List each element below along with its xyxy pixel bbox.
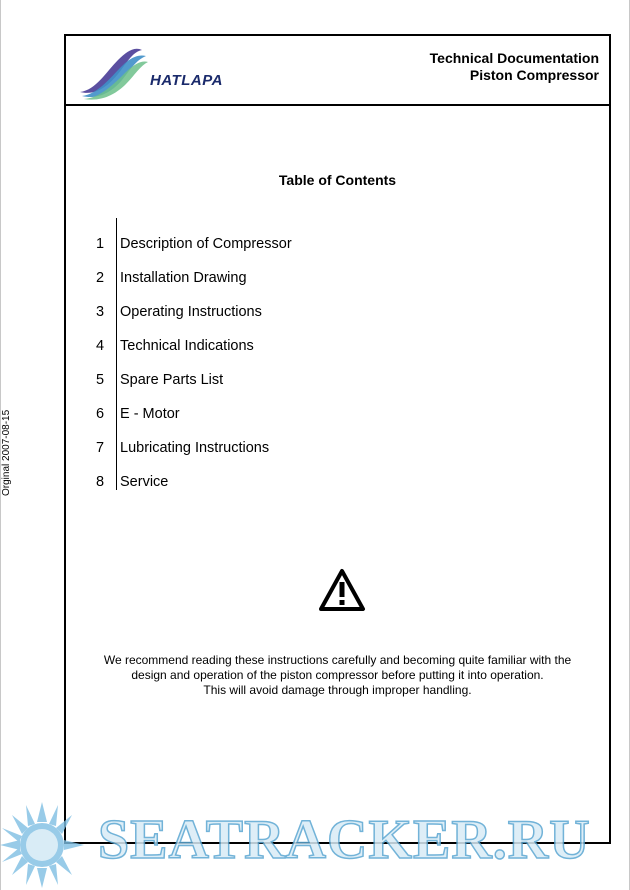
- toc-item-label: Technical Indications: [120, 338, 254, 354]
- toc-item: [86, 252, 486, 286]
- toc-item-number: 4: [96, 338, 105, 354]
- warning-triangle-icon: [318, 568, 366, 612]
- document-header: [66, 36, 609, 106]
- toc-item-number: 2: [96, 270, 105, 286]
- hatlapa-logo: [76, 42, 236, 100]
- title-line-1: Technical Documentation: [429, 50, 599, 66]
- toc-item: [86, 354, 486, 388]
- toc-item-number: 3: [96, 304, 105, 320]
- toc-item: [86, 218, 486, 252]
- toc-item-label: Spare Parts List: [120, 372, 224, 388]
- toc-heading: Table of Contents: [278, 172, 397, 188]
- toc-item: [86, 320, 486, 354]
- toc-item-number: 7: [96, 440, 105, 456]
- toc-item-label: Lubricating Instructions: [120, 440, 270, 456]
- toc-item-label: Service: [120, 474, 169, 490]
- toc-item-label: Installation Drawing: [120, 270, 247, 286]
- toc-item: [86, 422, 486, 456]
- toc-item-label: E - Motor: [120, 406, 180, 422]
- toc-item-label: Operating Instructions: [120, 304, 262, 320]
- toc-item: [86, 286, 486, 320]
- watermark-text: SEATRACKER.RU: [98, 809, 591, 871]
- toc-item-number: 1: [96, 236, 105, 252]
- watermark: [0, 800, 630, 890]
- logo-text: HATLAPA: [150, 72, 223, 89]
- watermark-sun-icon: [0, 800, 96, 890]
- title-line-2: Piston Compressor: [469, 67, 599, 83]
- original-date-note: Orginal 2007-08-15: [1, 409, 12, 496]
- notice-line-3: This will avoid damage through improper handling.: [203, 683, 472, 697]
- document-frame: [64, 34, 611, 844]
- toc-item-number: 8: [96, 474, 105, 490]
- notice-line-1: We recommend reading these instructions carefully and becoming quite familiar with the: [103, 653, 572, 667]
- toc-item: [86, 456, 486, 490]
- document-title: [430, 50, 599, 84]
- hatlapa-swoosh-icon: [76, 42, 236, 100]
- toc-item-label: Description of Compressor: [120, 236, 292, 252]
- recommendation-notice: [66, 653, 609, 698]
- notice-line-2: design and operation of the piston compressor before putting it into operation.: [131, 668, 544, 682]
- toc-item-number: 6: [96, 406, 105, 422]
- table-of-contents: [86, 218, 486, 490]
- toc-item-number: 5: [96, 372, 105, 388]
- toc-item: [86, 388, 486, 422]
